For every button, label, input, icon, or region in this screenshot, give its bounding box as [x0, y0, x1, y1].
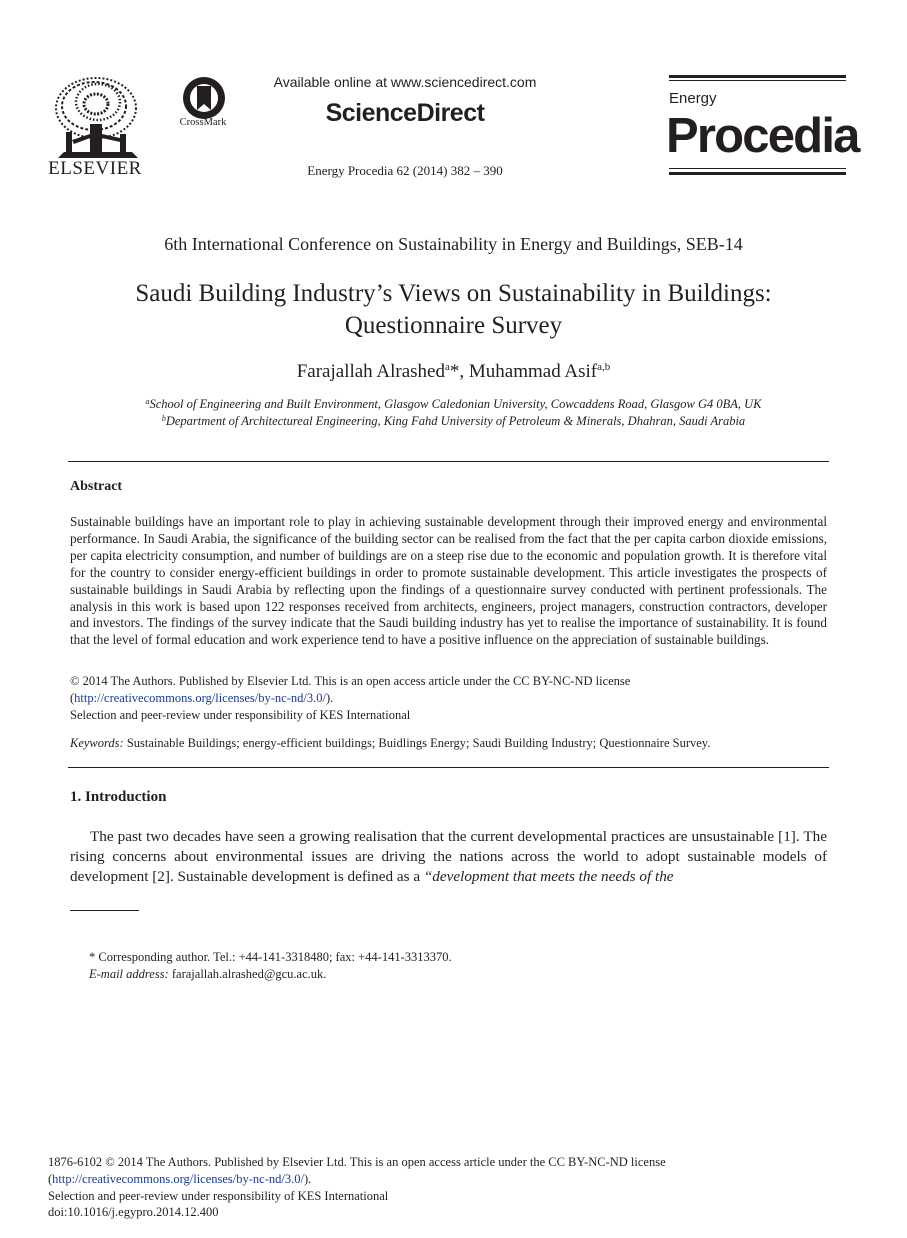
affiliation-b: [40, 414, 867, 429]
title-line-2: Questionnaire Survey: [344, 312, 563, 339]
corresponding-author-footnote: * Corresponding author. Tel.: +44-141-3318480; fax: +44-141-3313370.: [89, 950, 452, 964]
sciencedirect-logo: ScienceDirect: [325, 99, 485, 127]
author-name: Muhammad Asif: [468, 361, 598, 382]
keywords-label: Keywords:: [70, 736, 124, 750]
copyright-line: © 2014 The Authors. Published by Elsevier Ltd. This is an open access article under the CC BY-NC-ND license: [70, 674, 631, 688]
email-address[interactable]: farajallah.alrashed@gcu.ac.uk.: [168, 967, 327, 981]
email-label: E-mail address:: [89, 967, 169, 981]
footer-peer-review: Selection and peer-review under responsibility of KES International: [48, 1189, 389, 1203]
abstract-text: Sustainable buildings have an important role to play in achieving sustainable development through their improved energy and environmental performance. In Saudi Arabia, the significance of the building sector can be realised from the fact that the per capita carbon dioxide emissions, per capita electricity consumption, and number of buildings are on a steep rise due to the economic and population growth. It is therefore vital for the country to consider energy-efficient buildings in order to promote sustainable development. This article investigates the prospects of sustainable buildings in Saudi Arabia by reflecting upon the findings of a questionnaire survey conducted with pertinent professionals. The analysis in this work is based upon 122 responses received from architects, engineers, project managers, construction contractors, developer and investors. The findings of the survey indicate that the Saudi building industry has yet to realise the importance of sustainability. It is found that the level of formal education and work experience tend to have a positive influence on the appreciation of sustainable buildings.: [70, 514, 827, 648]
footer-license-line: [48, 1171, 311, 1188]
abstract-heading: Abstract: [70, 479, 123, 494]
paren-close: ).: [325, 691, 334, 705]
corresponding-mark: *,: [449, 361, 469, 382]
affiliation-a: [40, 397, 867, 412]
peer-review-line: Selection and peer-review under responsibility of KES International: [70, 708, 411, 722]
author-affiliation-mark: a: [444, 361, 450, 373]
conference-name: 6th International Conference on Sustainability in Energy and Buildings, SEB-14: [164, 234, 743, 254]
journal-logo-rule-top: [669, 75, 846, 78]
journal-logo-rule-bottom: [669, 172, 846, 175]
footer-license-link[interactable]: http://creativecommons.org/licenses/by-nc-nd/3.0/: [52, 1172, 304, 1186]
keywords-list: Sustainable Buildings; energy-efficient buildings; Buidlings Energy; Saudi Building Industry; Questionnaire Survey.: [123, 736, 711, 750]
intro-quote: “development that meets the needs of the: [423, 868, 674, 885]
license-line: [70, 690, 333, 707]
paren-close: ).: [303, 1172, 312, 1186]
affiliation-text: School of Engineering and Built Environment, Glasgow Caledonian University, Cowcaddens Road, Glasgow G4 0BA, UK: [149, 397, 762, 411]
author-list: [40, 361, 867, 383]
email-footnote: [89, 967, 326, 982]
section-heading: 1. Introduction: [70, 789, 167, 805]
journal-logo-main: Procedia: [666, 109, 859, 163]
author-affiliation-mark: a,b: [597, 361, 611, 373]
doi[interactable]: doi:10.1016/j.egypro.2014.12.400: [48, 1205, 219, 1219]
issn-line: 1876-6102 © 2014 The Authors. Published by Elsevier Ltd. This is an open access article under the CC BY-NC-ND license: [48, 1155, 666, 1169]
affiliation-text: Department of Architectureal Engineering, King Fahd University of Petroleum & Minerals, Dhahran, Saudi Arabia: [165, 414, 746, 428]
publisher-name: ELSEVIER: [48, 158, 142, 179]
affiliation-mark: a: [145, 397, 150, 406]
journal-reference: Energy Procedia 62 (2014) 382 – 390: [307, 163, 503, 178]
available-online-text: Available online at www.sciencedirect.com: [273, 74, 537, 90]
journal-logo-rule-top-thin: [669, 80, 846, 81]
intro-text: The past two decades have seen a growing realisation that the current developmental practices are unsustainable [1]. The rising concerns about environmental issues are driving the nations across the world to adopt sustainable models of development [2]. Sustainable development is defined as a: [70, 828, 827, 885]
keywords: [70, 736, 830, 751]
crossmark-label: CrossMark: [179, 117, 227, 128]
paren-open: (: [70, 691, 75, 705]
intro-paragraph: [70, 827, 827, 887]
divider: [68, 767, 829, 768]
paren-open: (: [48, 1172, 53, 1186]
journal-logo-top: Energy: [669, 90, 717, 107]
license-link[interactable]: http://creativecommons.org/licenses/by-nc-nd/3.0/: [74, 691, 326, 705]
footnote-rule: [70, 910, 139, 911]
divider: [68, 461, 829, 462]
title-line-1: Saudi Building Industry’s Views on Sustainability in Buildings:: [135, 280, 772, 307]
journal-logo-rule-bottom-thin: [669, 168, 846, 169]
article-title: [40, 278, 867, 342]
affiliation-mark: b: [161, 414, 166, 423]
author-name: Farajallah Alrashed: [296, 361, 445, 382]
